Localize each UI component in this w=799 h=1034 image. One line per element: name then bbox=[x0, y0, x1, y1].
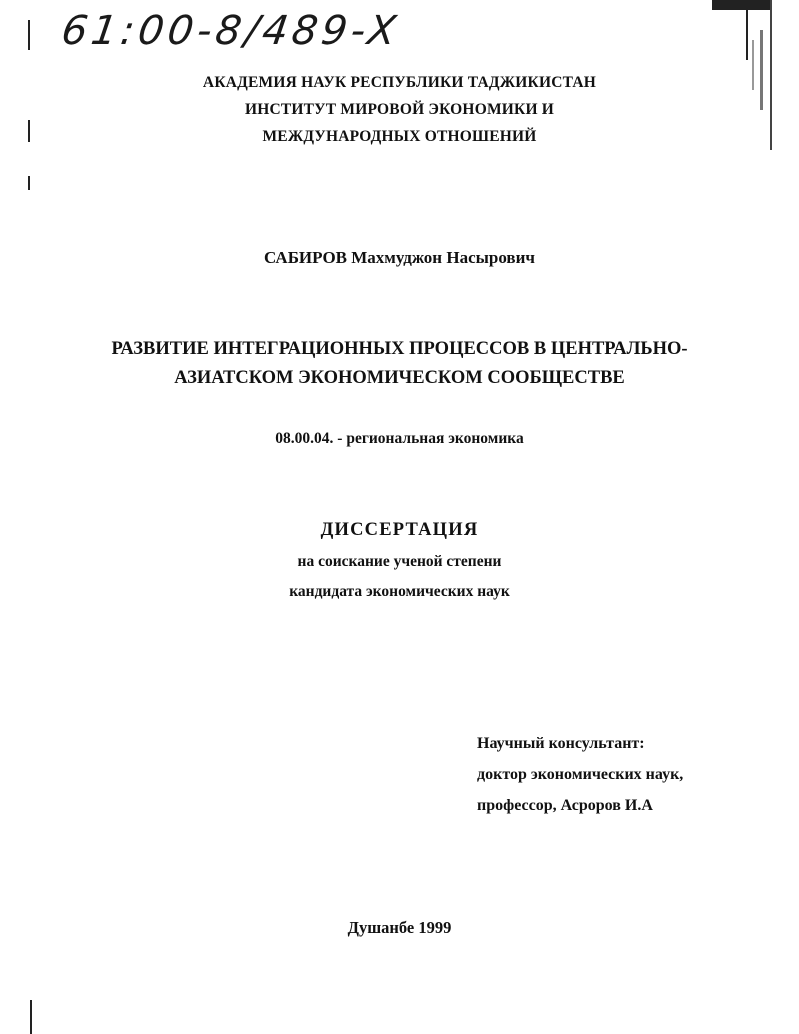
scan-artifact-left-4 bbox=[30, 1000, 32, 1034]
institution-line-2: ИНСТИТУТ МИРОВОЙ ЭКОНОМИКИ И bbox=[244, 101, 555, 118]
handwritten-catalog-number: 61:00-8/489-X bbox=[58, 8, 403, 54]
degree-line-2: кандидата экономических наук bbox=[289, 583, 510, 600]
consultant-degree: доктор экономических наук, bbox=[477, 766, 684, 783]
title-line-2: АЗИАТСКОМ ЭКОНОМИЧЕСКОМ СООБЩЕСТВЕ bbox=[174, 368, 625, 388]
scan-artifact-right-2 bbox=[760, 30, 763, 110]
specialty-code: 08.00.04. - региональная экономика bbox=[275, 430, 524, 447]
institution-line-1: АКАДЕМИЯ НАУК РЕСПУБЛИКИ ТАДЖИКИСТАН bbox=[202, 74, 597, 91]
scan-artifact-right-1 bbox=[746, 0, 748, 60]
scan-artifact-top-right bbox=[712, 0, 770, 10]
author-name: САБИРОВ Махмуджон Насырович bbox=[263, 248, 535, 267]
place-and-year: Душанбе 1999 bbox=[347, 918, 452, 937]
consultant-label: Научный консультант: bbox=[477, 735, 645, 752]
scan-artifact-left-3 bbox=[28, 176, 30, 190]
degree-line-1: на соискание ученой степени bbox=[297, 553, 502, 570]
title-line-1: РАЗВИТИЕ ИНТЕГРАЦИОННЫХ ПРОЦЕССОВ В ЦЕНТРАЛЬНО- bbox=[111, 339, 688, 359]
institution-line-3: МЕЖДУНАРОДНЫХ ОТНОШЕНИЙ bbox=[262, 128, 537, 145]
dissertation-label: ДИССЕРТАЦИЯ bbox=[320, 520, 479, 540]
scan-artifact-left-1 bbox=[28, 20, 30, 50]
consultant-name: профессор, Асроров И.А bbox=[477, 797, 653, 814]
